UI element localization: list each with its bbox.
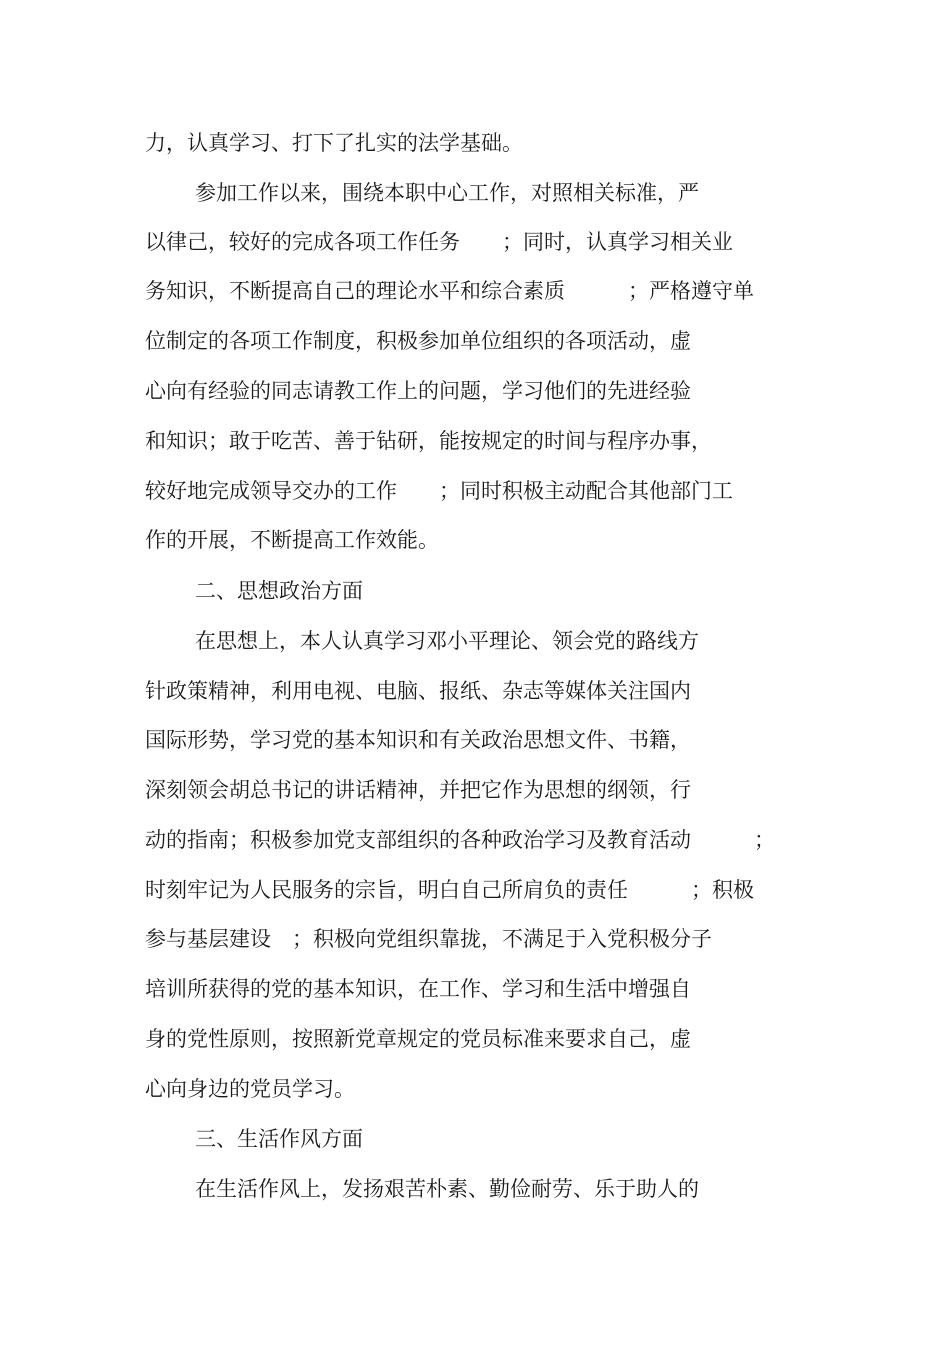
text-line: 国际形势，学习党的基本知识和有关政治思想文件、书籍， xyxy=(145,728,691,752)
text-line: 较好地完成领导交办的工作 ；同时积极主动配合其他部门工 xyxy=(145,479,733,503)
text-line: 和知识；敢于吃苦、善于钻研，能按规定的时间与程序办事， xyxy=(145,429,712,453)
text-line: 务知识，不断提高自己的理论水平和综合素质 ；严格遵守单 xyxy=(145,279,754,303)
section-heading: 二、思想政治方面 xyxy=(195,579,363,603)
text-line: 培训所获得的党的基本知识，在工作、学习和生活中增强自 xyxy=(145,977,691,1001)
text-line: 以律己，较好的完成各项工作任务 ；同时，认真学习相关业 xyxy=(145,230,733,254)
paragraph-start-line: 在思想上，本人认真学习邓小平理论、领会党的路线方 xyxy=(195,629,699,653)
section-heading: 三、生活作风方面 xyxy=(195,1127,363,1151)
text-line: 力，认真学习、打下了扎实的法学基础。 xyxy=(145,131,523,155)
text-line: 深刻领会胡总书记的讲话精神，并把它作为思想的纲领，行 xyxy=(145,778,691,802)
text-line: 时刻牢记为人民服务的宗旨，明白自己所肩负的责任 ；积极 xyxy=(145,878,754,902)
text-line: 心向有经验的同志请教工作上的问题，学习他们的先进经验 xyxy=(145,379,691,403)
text-line: 参与基层建设 ；积极向党组织靠拢，不满足于入党积极分子 xyxy=(145,927,712,951)
paragraph-start-line: 在生活作风上，发扬艰苦朴素、勤俭耐劳、乐于助人的 xyxy=(195,1177,699,1201)
text-line: 身的党性原则，按照新党章规定的党员标准来要求自己，虚 xyxy=(145,1027,691,1051)
text-line: 针政策精神，利用电视、电脑、报纸、杂志等媒体关注国内 xyxy=(145,679,691,703)
text-line: 位制定的各项工作制度，积极参加单位组织的各项活动，虚 xyxy=(145,329,691,353)
text-line: 作的开展，不断提高工作效能。 xyxy=(145,528,439,552)
text-line: 动的指南；积极参加党支部组织的各种政治学习及教育活动 ； xyxy=(145,828,775,852)
paragraph-start-line: 参加工作以来，围绕本职中心工作，对照相关标准，严 xyxy=(195,181,699,205)
text-line: 心向身边的党员学习。 xyxy=(145,1077,355,1101)
